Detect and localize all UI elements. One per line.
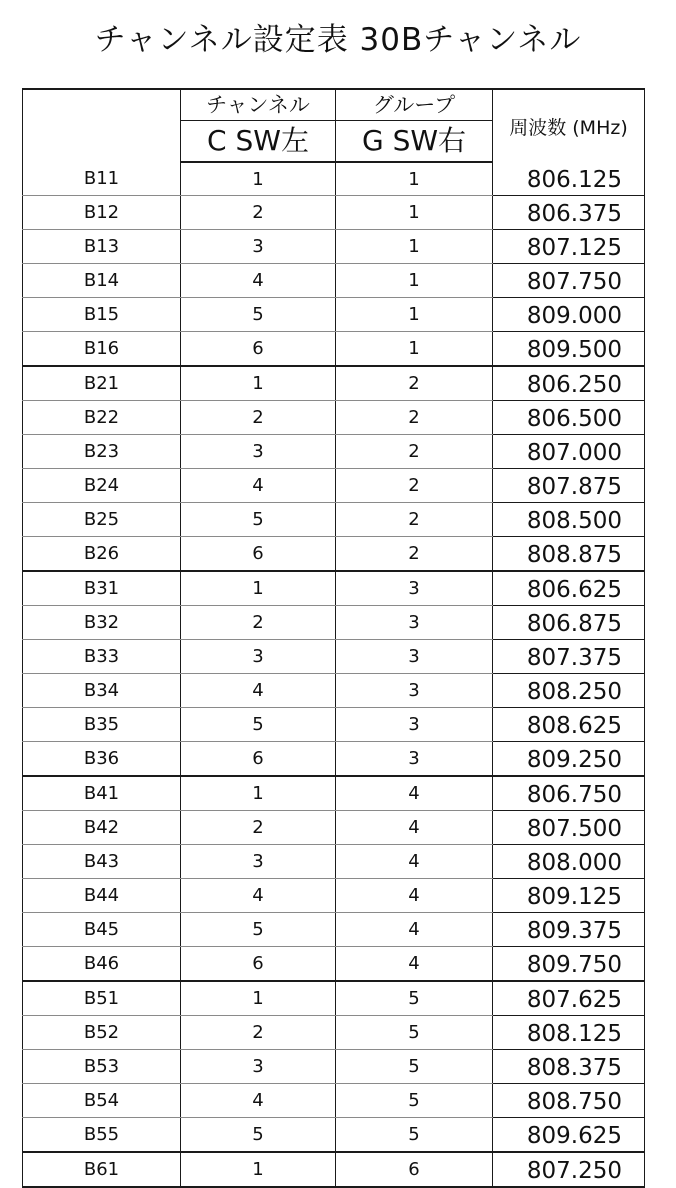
channel-name-cell: B41	[23, 776, 181, 811]
group-switch-cell: 1	[336, 196, 493, 230]
channel-name-cell: B22	[23, 401, 181, 435]
table-body	[23, 89, 645, 1187]
frequency-cell	[493, 947, 645, 982]
frequency-value: 806.750	[526, 782, 622, 808]
group-switch-cell: 2	[336, 503, 493, 537]
group-switch-cell: 6	[336, 1152, 493, 1187]
group-switch-cell: 4	[336, 947, 493, 982]
table-row	[23, 947, 645, 982]
channel-switch-cell: 5	[181, 913, 336, 947]
channel-switch-cell: 1	[181, 981, 336, 1016]
channel-name-cell: B45	[23, 913, 181, 947]
group-switch-cell: 2	[336, 366, 493, 401]
group-switch-cell: 5	[336, 981, 493, 1016]
frequency-value: 807.625	[526, 987, 622, 1013]
frequency-cell	[493, 469, 645, 503]
group-switch-cell: 4	[336, 776, 493, 811]
channel-name-cell: B44	[23, 879, 181, 913]
channel-switch-cell: 5	[181, 503, 336, 537]
channel-switch-cell: 3	[181, 435, 336, 469]
table-row	[23, 196, 645, 230]
frequency-cell	[493, 503, 645, 537]
frequency-cell	[493, 1050, 645, 1084]
table-row	[23, 674, 645, 708]
channel-switch-cell: 5	[181, 708, 336, 742]
frequency-cell	[493, 1118, 645, 1153]
channel-switch-cell: 4	[181, 1084, 336, 1118]
channel-name-cell: B15	[23, 298, 181, 332]
frequency-cell	[493, 230, 645, 264]
channel-switch-cell: 4	[181, 674, 336, 708]
frequency-cell	[493, 913, 645, 947]
channel-switch-cell: 5	[181, 298, 336, 332]
channel-name-cell: B12	[23, 196, 181, 230]
frequency-cell	[493, 674, 645, 708]
corner-cell	[23, 89, 181, 162]
frequency-value: 806.375	[526, 201, 622, 227]
frequency-header: 周波数 (MHz)	[493, 89, 645, 162]
table-row	[23, 503, 645, 537]
channel-name-cell: B51	[23, 981, 181, 1016]
table-row	[23, 845, 645, 879]
page-title: チャンネル設定表 30Bチャンネル	[94, 22, 582, 58]
channel-name-cell: B23	[23, 435, 181, 469]
frequency-value: 809.250	[526, 747, 622, 773]
channel-name-cell: B42	[23, 811, 181, 845]
frequency-cell	[493, 196, 645, 230]
frequency-cell	[493, 811, 645, 845]
channel-switch-cell: 6	[181, 742, 336, 777]
group-header: グループ	[336, 89, 493, 121]
table-row	[23, 332, 645, 367]
table-row	[23, 640, 645, 674]
group-switch-cell: 1	[336, 162, 493, 196]
frequency-value: 808.500	[526, 508, 622, 534]
frequency-cell	[493, 776, 645, 811]
channel-name-cell: B13	[23, 230, 181, 264]
channel-switch-cell: 3	[181, 845, 336, 879]
frequency-cell	[493, 606, 645, 640]
frequency-cell	[493, 742, 645, 777]
frequency-cell	[493, 264, 645, 298]
frequency-cell	[493, 1084, 645, 1118]
channel-name-cell: B25	[23, 503, 181, 537]
channel-header: チャンネル	[181, 89, 336, 121]
frequency-cell	[493, 981, 645, 1016]
channel-name-cell: B33	[23, 640, 181, 674]
frequency-value: 809.125	[526, 884, 622, 910]
table-row	[23, 776, 645, 811]
channel-name-cell: B55	[23, 1118, 181, 1153]
group-switch-cell: 3	[336, 606, 493, 640]
channel-switch-cell: 2	[181, 1016, 336, 1050]
table-row	[23, 913, 645, 947]
table-row	[23, 401, 645, 435]
group-switch-cell: 1	[336, 298, 493, 332]
frequency-value: 808.875	[526, 542, 622, 568]
frequency-value: 809.500	[526, 337, 622, 363]
group-switch-cell: 1	[336, 332, 493, 367]
table-row	[23, 708, 645, 742]
channel-name-cell: B34	[23, 674, 181, 708]
frequency-value: 809.625	[526, 1123, 622, 1149]
frequency-cell	[493, 162, 645, 196]
channel-name-cell: B43	[23, 845, 181, 879]
table-row	[23, 1118, 645, 1153]
table-row	[23, 162, 645, 196]
group-switch-cell: 4	[336, 845, 493, 879]
channel-switch-cell: 1	[181, 776, 336, 811]
channel-switch-cell: 3	[181, 640, 336, 674]
channel-name-cell: B26	[23, 537, 181, 572]
group-switch-cell: 1	[336, 230, 493, 264]
table-row	[23, 537, 645, 572]
channel-switch-cell: 2	[181, 606, 336, 640]
frequency-cell	[493, 708, 645, 742]
frequency-value: 807.750	[526, 269, 622, 295]
frequency-value: 807.125	[526, 235, 622, 261]
frequency-cell	[493, 366, 645, 401]
table-row	[23, 469, 645, 503]
channel-name-cell: B32	[23, 606, 181, 640]
group-switch-cell: 4	[336, 879, 493, 913]
channel-name-cell: B35	[23, 708, 181, 742]
channel-switch-cell: 2	[181, 401, 336, 435]
table-row	[23, 1152, 645, 1187]
channel-switch-header: C SW左	[181, 121, 336, 163]
frequency-value: 807.875	[526, 474, 622, 500]
frequency-value: 807.500	[526, 816, 622, 842]
table-row	[23, 571, 645, 606]
frequency-value: 808.000	[526, 850, 622, 876]
frequency-cell	[493, 332, 645, 367]
channel-switch-cell: 3	[181, 1050, 336, 1084]
table-row	[23, 811, 645, 845]
frequency-value: 806.875	[526, 611, 622, 637]
table-row	[23, 1016, 645, 1050]
frequency-cell	[493, 1152, 645, 1187]
channel-switch-cell: 1	[181, 571, 336, 606]
group-switch-cell: 5	[336, 1118, 493, 1153]
frequency-cell	[493, 879, 645, 913]
channel-name-cell: B16	[23, 332, 181, 367]
table-row	[23, 1050, 645, 1084]
frequency-cell	[493, 537, 645, 572]
table-row	[23, 435, 645, 469]
channel-name-cell: B31	[23, 571, 181, 606]
frequency-value: 808.750	[526, 1089, 622, 1115]
group-switch-cell: 2	[336, 469, 493, 503]
frequency-value: 809.750	[526, 952, 622, 978]
channel-name-cell: B54	[23, 1084, 181, 1118]
group-switch-cell: 5	[336, 1016, 493, 1050]
channel-name-cell: B53	[23, 1050, 181, 1084]
frequency-value: 806.500	[526, 406, 622, 432]
channel-switch-cell: 4	[181, 469, 336, 503]
table-row	[23, 298, 645, 332]
channel-switch-cell: 2	[181, 196, 336, 230]
group-switch-cell: 4	[336, 811, 493, 845]
group-switch-cell: 3	[336, 674, 493, 708]
table-row	[23, 606, 645, 640]
group-switch-cell: 5	[336, 1050, 493, 1084]
group-switch-header: G SW右	[336, 121, 493, 163]
frequency-value: 806.125	[526, 167, 622, 193]
table-row	[23, 981, 645, 1016]
channel-switch-cell: 6	[181, 537, 336, 572]
frequency-cell	[493, 640, 645, 674]
table-row	[23, 879, 645, 913]
group-switch-cell: 3	[336, 640, 493, 674]
frequency-value: 808.250	[526, 679, 622, 705]
group-switch-cell: 2	[336, 435, 493, 469]
channel-name-cell: B14	[23, 264, 181, 298]
channel-switch-cell: 4	[181, 264, 336, 298]
frequency-value: 806.250	[526, 372, 622, 398]
channel-switch-cell: 1	[181, 366, 336, 401]
frequency-value: 807.250	[526, 1158, 622, 1184]
channel-name-cell: B61	[23, 1152, 181, 1187]
channel-switch-cell: 5	[181, 1118, 336, 1153]
table-row	[23, 1084, 645, 1118]
frequency-value: 809.000	[526, 303, 622, 329]
channel-switch-cell: 6	[181, 332, 336, 367]
frequency-value: 809.375	[526, 918, 622, 944]
channel-switch-cell: 1	[181, 162, 336, 196]
frequency-cell	[493, 298, 645, 332]
frequency-cell	[493, 1016, 645, 1050]
channel-name-cell: B46	[23, 947, 181, 982]
channel-switch-cell: 6	[181, 947, 336, 982]
group-switch-cell: 3	[336, 708, 493, 742]
frequency-value: 808.375	[526, 1055, 622, 1081]
frequency-value: 808.625	[526, 713, 622, 739]
channel-name-cell: B11	[23, 162, 181, 196]
frequency-value: 808.125	[526, 1021, 622, 1047]
group-switch-cell: 2	[336, 401, 493, 435]
header-row	[23, 89, 645, 121]
channel-switch-cell: 1	[181, 1152, 336, 1187]
table-row	[23, 264, 645, 298]
frequency-cell	[493, 401, 645, 435]
channel-switch-cell: 3	[181, 230, 336, 264]
table-row	[23, 366, 645, 401]
group-switch-cell: 5	[336, 1084, 493, 1118]
group-switch-cell: 3	[336, 742, 493, 777]
channel-switch-cell: 2	[181, 811, 336, 845]
frequency-cell	[493, 845, 645, 879]
channel-name-cell: B24	[23, 469, 181, 503]
group-switch-cell: 3	[336, 571, 493, 606]
frequency-cell	[493, 571, 645, 606]
table-row	[23, 742, 645, 777]
channel-name-cell: B21	[23, 366, 181, 401]
frequency-value: 807.375	[526, 645, 622, 671]
group-switch-cell: 2	[336, 537, 493, 572]
channel-table	[22, 88, 645, 1188]
group-switch-cell: 4	[336, 913, 493, 947]
table-row	[23, 230, 645, 264]
channel-name-cell: B52	[23, 1016, 181, 1050]
frequency-cell	[493, 435, 645, 469]
channel-name-cell: B36	[23, 742, 181, 777]
frequency-value: 807.000	[526, 440, 622, 466]
frequency-value: 806.625	[526, 577, 622, 603]
channel-switch-cell: 4	[181, 879, 336, 913]
group-switch-cell: 1	[336, 264, 493, 298]
